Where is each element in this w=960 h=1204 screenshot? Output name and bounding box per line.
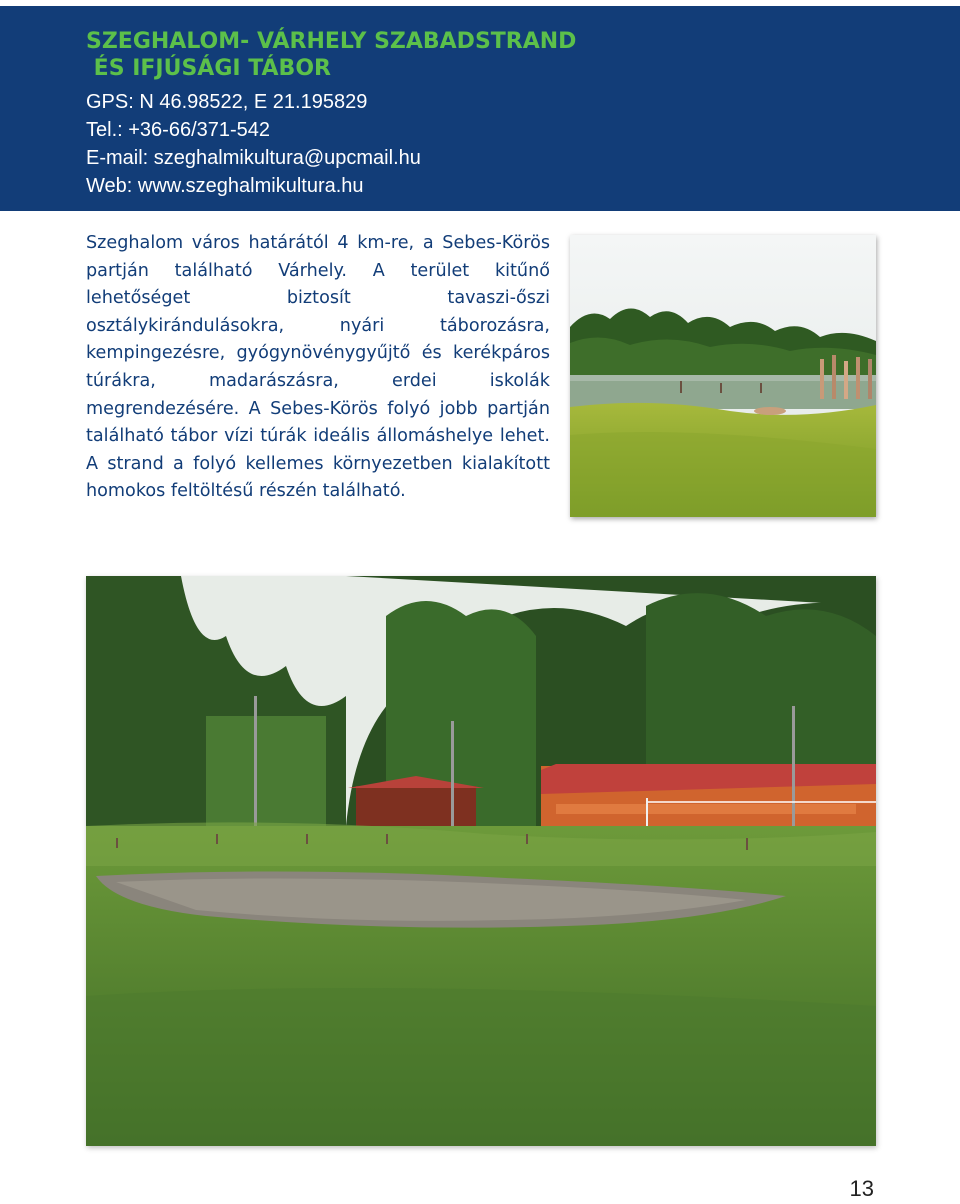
email-address: E-mail: szeghalmikultura@upcmail.hu xyxy=(86,147,421,169)
page-title xyxy=(86,28,576,82)
title-line-2: ÉS IFJÚSÁGI TÁBOR xyxy=(86,56,331,81)
river-beach-illustration xyxy=(570,235,876,517)
contact-block xyxy=(86,88,421,200)
page-number: 13 xyxy=(849,1176,874,1201)
website-address: Web: www.szeghalmikultura.hu xyxy=(86,175,364,197)
phone-number: Tel.: +36-66/371-542 xyxy=(86,119,271,141)
gps-coordinates: GPS: N 46.98522, E 21.195829 xyxy=(86,91,368,113)
river-beach-photo xyxy=(570,235,876,517)
description-paragraph: Szeghalom város határától 4 km-re, a Sebes-Körös partján található Várhely. A terület kitűnő lehetőséget biztosít tavaszi-őszi osztálykirándulásokra, nyári táborozásra, kempingezésre, gyógynövénygyűjtő és kerékpáros túrákra, madarászásra, erdei iskolák megrendezésére. A Sebes-Körös folyó jobb partján található tábor vízi túrák ideális állomáshelye lehet. A strand a folyó kellemes környezetben kialakított homokos feltöltésű részén található. xyxy=(86,233,550,502)
camp-grounds-photo xyxy=(86,576,876,1146)
title-line-1: SZEGHALOM- VÁRHELY SZABADSTRAND xyxy=(86,29,577,54)
header-banner xyxy=(0,6,960,211)
camp-grounds-illustration xyxy=(86,576,876,1146)
